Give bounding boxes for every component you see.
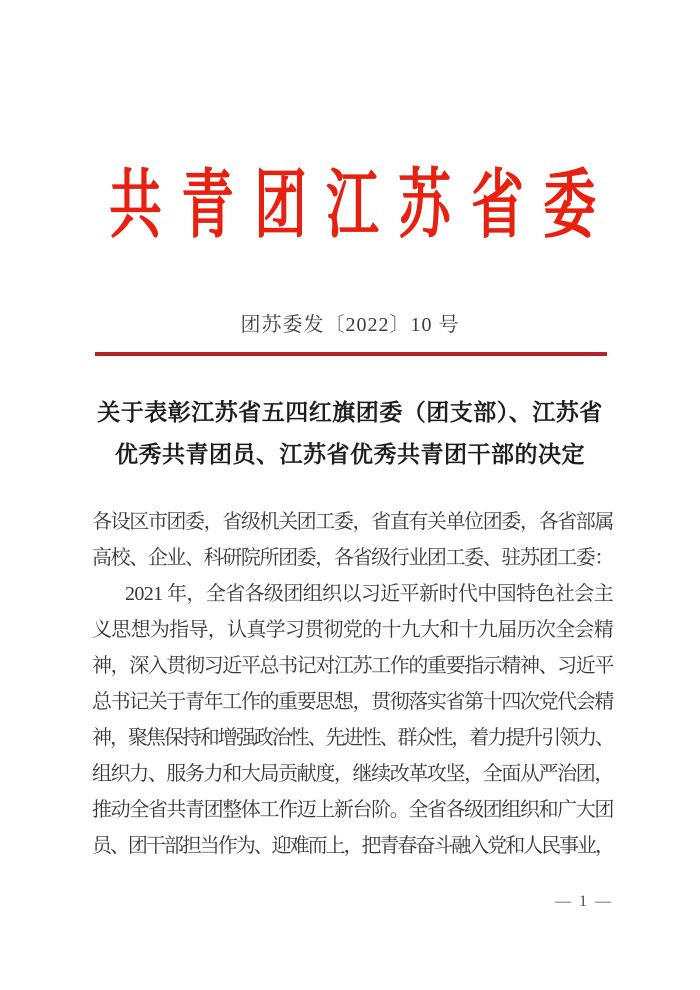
masthead-char: 团 (253, 164, 307, 247)
body-line: 神，聚焦保持和增强政治性、先进性、群众性，着力提升引领力、 (92, 727, 613, 749)
page-number: — 1 — (555, 893, 613, 910)
body-line: 高校、企业、科研院所团委，各省级行业团工委、驻苏团工委： (92, 547, 613, 569)
masthead-char: 省 (470, 164, 524, 247)
masthead-char: 苏 (398, 164, 452, 247)
body-line: 神，深入贯彻习近平总书记对江苏工作的重要指示精神、习近平 (92, 655, 613, 677)
masthead-title (100, 165, 605, 247)
red-divider-rule (95, 352, 607, 356)
body-line: 总书记关于青年工作的重要思想，贯彻落实省第十四次党代会精 (92, 691, 613, 713)
body-line: 义思想为指导，认真学习贯彻党的十九大和十九届历次全会精 (92, 619, 613, 641)
masthead-char: 共 (109, 164, 162, 247)
body-line: 2021 年，全省各级团组织以习近平新时代中国特色社会主 (125, 583, 613, 605)
document-number: 团苏委发〔2022〕10 号 (240, 314, 460, 336)
document-title-line-1: 关于表彰江苏省五四红旗团委（团支部）、江苏省 (97, 400, 603, 425)
body-line: 推动全省共青团整体工作迈上新台阶。全省各级团组织和广大团 (92, 799, 613, 821)
document-title-line-2: 优秀共青团员、江苏省优秀共青团干部的决定 (115, 442, 585, 467)
body-line: 员、团干部担当作为、迎难而上，把青春奋斗融入党和人民事业， (92, 835, 613, 857)
document-body (92, 504, 613, 864)
document-title (55, 392, 645, 476)
masthead-char: 江 (326, 164, 379, 247)
masthead-char: 委 (543, 164, 596, 247)
masthead-char: 青 (181, 164, 235, 247)
body-line: 各设区市团委，省级机关团工委，省直有关单位团委，各省部属 (92, 511, 613, 533)
body-line: 组织力、服务力和大局贡献度，继续改革攻坚，全面从严治团， (92, 763, 613, 785)
